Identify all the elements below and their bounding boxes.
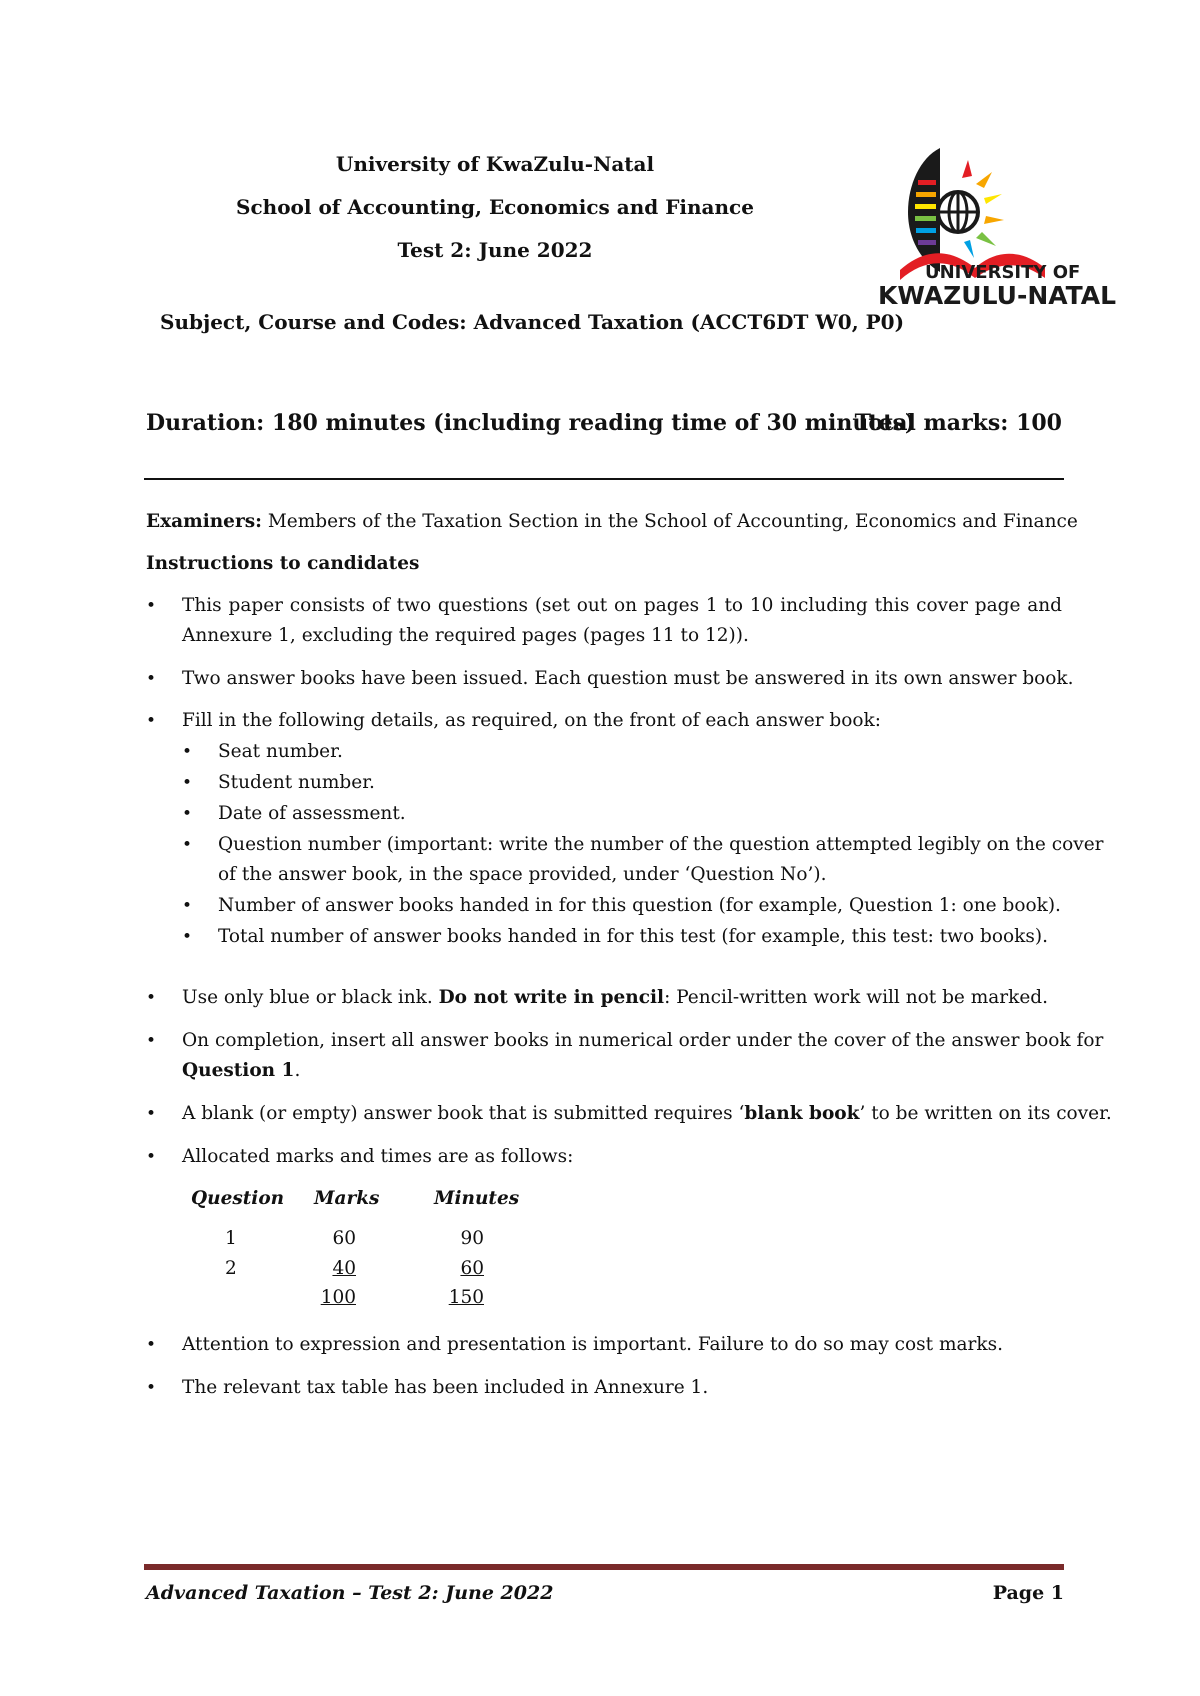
bullet-7-marker: • (146, 1147, 157, 1167)
logo-line2: KWAZULU-NATAL (878, 281, 1117, 310)
logo-line1: UNIVERSITY OF (925, 262, 1081, 283)
footer-rule (144, 1564, 1064, 1570)
bullet-6-marker: • (146, 1104, 157, 1124)
table-row2-minutes: 60 (460, 1258, 484, 1279)
sub-bullet-3-text: Date of assessment. (218, 803, 406, 824)
bullet-2-text: Two answer books have been issued. Each question must be answered in its own answer book. (182, 668, 1074, 689)
sub-bullet-1-text: Seat number. (218, 741, 343, 762)
bullet-1-marker: • (146, 596, 157, 616)
ink-pre: Use only blue or black ink. (182, 987, 439, 1008)
table-row1-minutes: 90 (460, 1228, 484, 1249)
tax-table-text: The relevant tax table has been included in Annexure 1. (182, 1377, 709, 1398)
completion-line2 (182, 1057, 300, 1085)
examiners-text: Members of the Taxation Section in the School of Accounting, Economics and Finance (261, 511, 1078, 532)
duration: Duration: 180 minutes (including reading time of 30 minutes) (146, 410, 916, 436)
ink-instruction (182, 984, 1048, 1012)
sub-bullet-6-marker: • (182, 927, 193, 947)
bullet-4-marker: • (146, 988, 157, 1008)
bullet-1-line1: This paper consists of two questions (set out on pages 1 to 10 including this cover page and (182, 595, 1062, 616)
sub-bullet-5-text: Number of answer books handed in for this question (for example, Question 1: one book). (218, 895, 1061, 916)
school-name: School of Accounting, Economics and Finance (236, 195, 754, 219)
header-divider (144, 478, 1064, 480)
sub-bullet-4-line2: of the answer book, in the space provided, under ‘Question No’). (218, 864, 827, 885)
table-header-marks: Marks (314, 1188, 380, 1209)
footer-left: Advanced Taxation – Test 2: June 2022 (146, 1582, 554, 1604)
allocated-text: Allocated marks and times are as follows: (182, 1146, 574, 1167)
instructions-title: Instructions to candidates (146, 553, 420, 574)
sub-bullet-4-marker: • (182, 835, 193, 855)
sub-bullet-5-marker: • (182, 896, 193, 916)
marks-table (0, 1188, 1200, 1308)
table-row2-question: 2 (225, 1258, 237, 1279)
bullet-8-marker: • (146, 1335, 157, 1355)
table-header-question: Question (191, 1188, 285, 1209)
ukzn-emblem-icon (880, 140, 1090, 280)
sub-bullet-3-marker: • (182, 804, 193, 824)
completion-bold: Question 1 (182, 1060, 295, 1081)
table-total-minutes: 150 (448, 1287, 484, 1308)
completion-line1: On completion, insert all answer books in numerical order under the cover of the answer book for (182, 1030, 1104, 1051)
table-total-marks: 100 (320, 1287, 356, 1308)
sub-bullet-6-text: Total number of answer books handed in for this test (for example, this test: two books). (218, 926, 1048, 947)
table-row1-question: 1 (225, 1228, 237, 1249)
subject-line: Subject, Course and Codes: Advanced Taxation (ACCT6DT W0, P0) (160, 310, 905, 334)
examiners-label: Examiners: (146, 511, 262, 532)
bullet-3-text: Fill in the following details, as required, on the front of each answer book: (182, 710, 881, 731)
bullet-2-marker: • (146, 669, 157, 689)
test-title: Test 2: June 2022 (397, 238, 593, 262)
completion-end: . (294, 1060, 301, 1081)
sub-bullet-1-marker: • (182, 742, 193, 762)
bullet-5-marker: • (146, 1031, 157, 1051)
blank-post: ’ to be written on its cover. (859, 1103, 1112, 1124)
table-row2-marks: 40 (332, 1258, 356, 1279)
sub-bullet-4-line1: Question number (important: write the number of the question attempted legibly on the cover (218, 834, 1104, 855)
table-row1-marks: 60 (332, 1228, 356, 1249)
attention-text: Attention to expression and presentation is important. Failure to do so may cost marks. (182, 1334, 1003, 1355)
blank-pre: A blank (or empty) answer book that is submitted requires ‘ (182, 1103, 745, 1124)
examiners-line (146, 508, 1078, 536)
ukzn-logo (878, 140, 1117, 330)
sub-bullet-2-text: Student number. (218, 772, 375, 793)
blank-bold: blank book (744, 1103, 860, 1124)
footer-page: Page 1 (992, 1582, 1064, 1604)
ink-bold: Do not write in pencil (438, 987, 665, 1008)
blank-book-instruction (182, 1100, 1112, 1128)
bullet-9-marker: • (146, 1378, 157, 1398)
bullet-3-marker: • (146, 711, 157, 731)
sub-bullet-2-marker: • (182, 773, 193, 793)
bullet-1-line2: Annexure 1, excluding the required pages (pages 11 to 12)). (182, 625, 749, 646)
total-marks: Total marks: 100 (854, 410, 1062, 436)
university-name: University of KwaZulu-Natal (335, 152, 655, 176)
ink-post: : Pencil-written work will not be marked. (664, 987, 1049, 1008)
table-header-minutes: Minutes (434, 1188, 520, 1209)
